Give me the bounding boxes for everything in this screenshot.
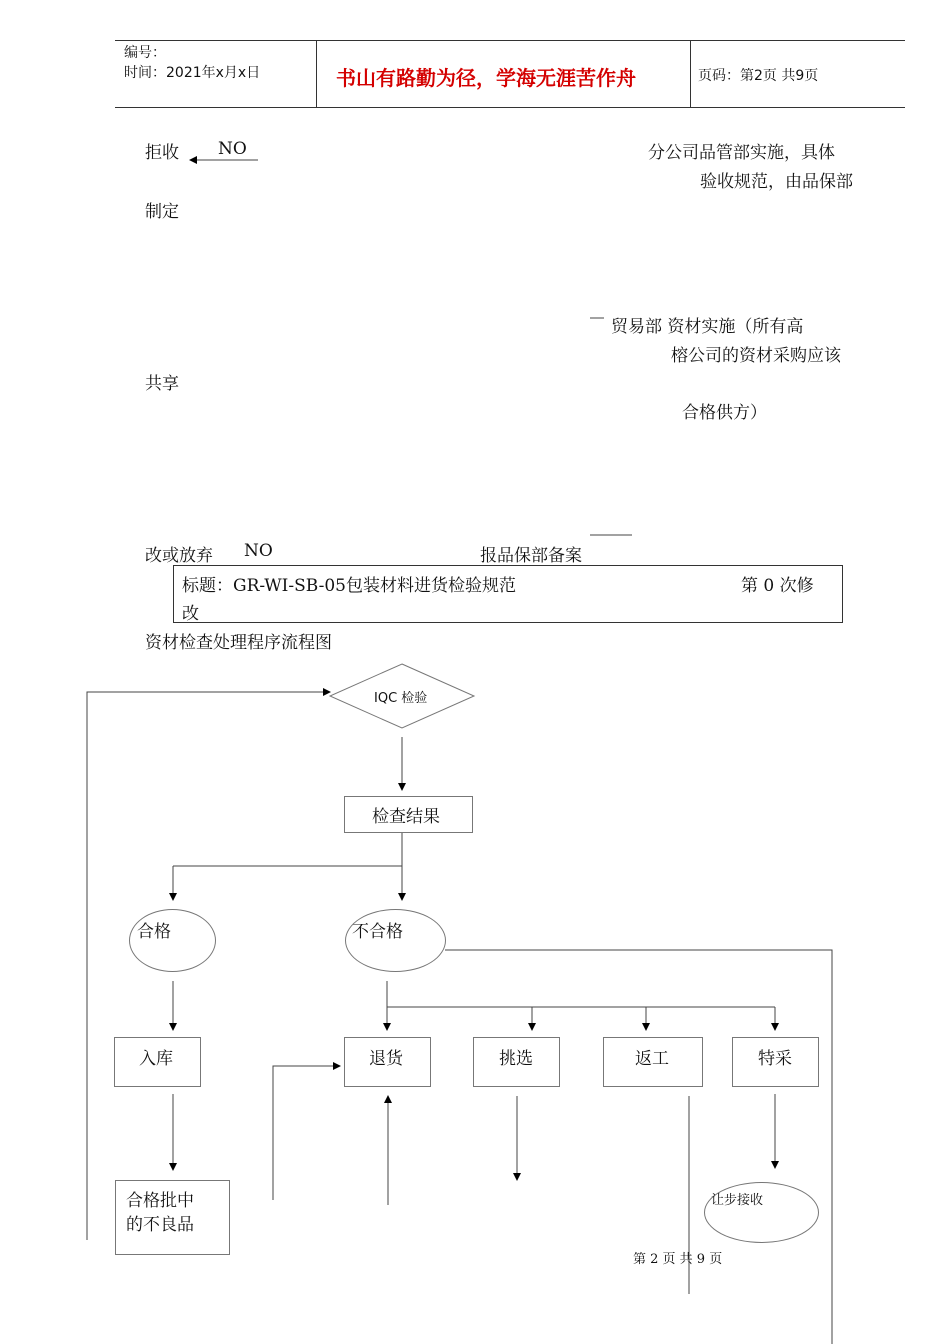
revision-text-cont: 改 <box>182 604 199 624</box>
warehouse-label: 入库 <box>139 1049 173 1069</box>
pass-label: 合格 <box>137 922 171 942</box>
header-motto: 书山有路勤为径，学海无涯苦作舟 <box>336 66 636 90</box>
no-label-2: NO <box>244 541 273 561</box>
doc-time-label: 时间：2021年x月x日 <box>124 65 261 81</box>
trade-text-line1: 贸易部 资材实施（所有高 <box>611 317 804 337</box>
branch-text-line2: 验收规范，由品保部 <box>700 172 853 192</box>
qualified-suppliers-text: 合格供方） <box>682 403 767 423</box>
fail-right-line <box>445 950 832 1344</box>
sort-label: 挑选 <box>499 1049 533 1069</box>
check-result-label: 检查结果 <box>372 807 440 827</box>
no-label-1: NO <box>218 139 247 159</box>
loop-to-iqc-arrow <box>87 692 330 1240</box>
defects-label-line1: 合格批中 <box>126 1191 194 1211</box>
reject-text: 拒收 <box>145 143 179 163</box>
report-filing-text: 报品保部备案 <box>480 546 582 566</box>
page-number-label: 页码：第2页 共9页 <box>698 68 819 84</box>
branch-text-line1: 分公司品管部实施，具体 <box>648 143 835 163</box>
defects-label-line2: 的不良品 <box>126 1215 194 1235</box>
rework-label: 返工 <box>635 1049 669 1069</box>
concession-label: 让步接收 <box>711 1193 764 1208</box>
special-purchase-label: 特采 <box>758 1049 792 1069</box>
share-text: 共享 <box>145 374 179 394</box>
revision-text: 第 0 次修 <box>741 576 814 596</box>
fail-label: 不合格 <box>352 922 403 942</box>
doc-number-label: 编号： <box>124 45 166 61</box>
iqc-label: IQC 检验 <box>374 691 428 706</box>
modify-or-abandon-text: 改或放弃 <box>145 546 213 566</box>
trade-text-line2: 榕公司的资材采购应该 <box>671 346 841 366</box>
into-return-arrow <box>273 1066 340 1200</box>
flowchart-caption: 资材检查处理程序流程图 <box>145 633 332 653</box>
return-label: 退货 <box>369 1049 403 1069</box>
doc-title: 标题：GR-WI-SB-05包装材料进货检验规范 <box>182 576 516 596</box>
formulate-text: 制定 <box>145 202 179 222</box>
footer-page-number: 第 2 页 共 9 页 <box>633 1252 723 1267</box>
